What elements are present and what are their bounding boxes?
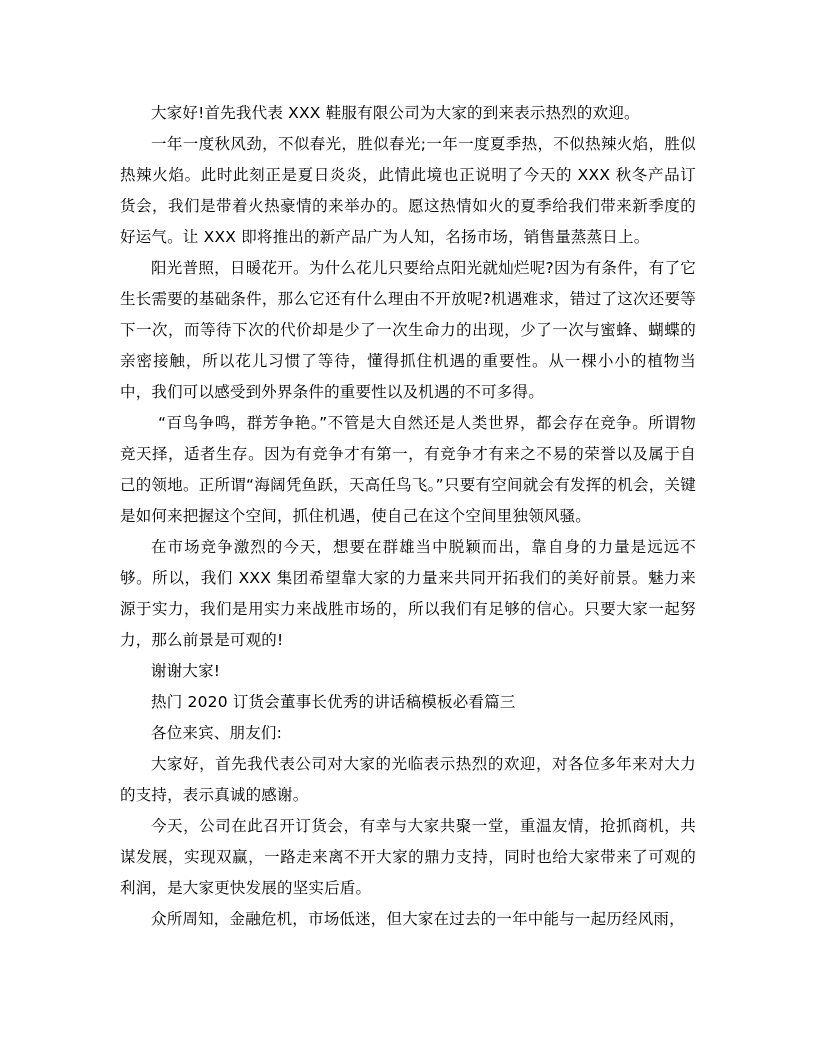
document-body <box>120 98 696 935</box>
paragraph-conference: 今天，公司在此召开订货会，有幸与大家共聚一堂，重温友情，抢抓商机，共谋发展，实现双赢，一路走来离不开大家的鼎力支持，同时也给大家带来了可观的利润，是大家更快发展的坚实后盾。 <box>120 817 696 897</box>
paragraph-thanks: 谢谢大家! <box>151 662 221 680</box>
section-heading: 热门 2020 订货会董事长优秀的讲话稿模板必看篇三 <box>151 693 516 711</box>
paragraph-sunshine: 阳光普照，日暖花开。为什么花儿只要给点阳光就灿烂呢?因为有条件，有了它生长需要的基础条件，那么它还有什么理由不开放呢?机遇难求，错过了这次还要等下一次，而等待下次的代价却是少了一次生命力的出现，少了一次与蜜蜂、蝴蝶的亲密接触，所以花儿习惯了等待，懂得抓住机遇的重要性。从一棵小小的植物当中，我们可以感受到外界条件的重要性以及机遇的不可多得。 <box>120 259 696 401</box>
paragraph-welcome: 大家好!首先我代表 XXX 鞋服有限公司为大家的到来表示热烈的欢迎。 <box>151 104 640 122</box>
paragraph-autumn-wind: 一年一度秋风劲，不似春光，胜似春光;一年一度夏季热，不似热辣火焰，胜似热辣火焰。此时此刻正是夏日炎炎，此情此境也正说明了今天的 XXX 秋冬产品订货会，我们是带着火热豪情的来举办的。愿这热情如火的夏季给我们带来新季度的好运气。让 XXX 即将推出的新产品广为人知，名扬市场，销售量蒸蒸日上。 <box>120 135 696 246</box>
paragraph-competition: “百鸟争鸣，群芳争艳。”不管是大自然还是人类世界，都会存在竞争。所谓物竞天择，适者生存。因为有竞争才有第一，有竞争才有来之不易的荣誉以及属于自己的领地。正所谓“海阔凭鱼跃，天高任鸟飞。”只要有空间就会有发挥的机会，关键是如何来把握这个空间，抓住机遇，使自己在这个空间里独领风骚。 <box>120 414 696 525</box>
paragraph-financial-crisis: 众所周知，金融危机，市场低迷，但大家在过去的一年中能与一起历经风雨， <box>151 910 685 928</box>
paragraph-greeting: 大家好，首先我代表公司对大家的光临表示热烈的欢迎，对各位多年来对大力的支持，表示真诚的感谢。 <box>120 755 696 804</box>
paragraph-salutation: 各位来宾、朋友们: <box>151 724 283 742</box>
paragraph-market: 在市场竞争激烈的今天，想要在群雄当中脱颖而出，靠自身的力量是远远不够。所以，我们 XXX 集团希望靠大家的力量来共同开拓我们的美好前景。魅力来源于实力，我们是用实力来战胜市场的，所以我们有足够的信心。只要大家一起努力，那么前景是可观的! <box>120 538 696 649</box>
